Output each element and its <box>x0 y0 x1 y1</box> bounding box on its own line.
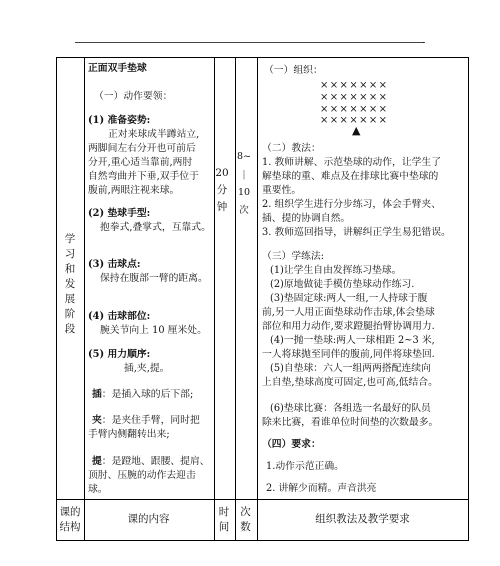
step-heading: (1) 准备姿势: <box>88 115 151 126</box>
body-line: (1)让学生自由发挥练习垫球。 <box>270 265 402 276</box>
req-heading: （四）要求： <box>262 439 321 450</box>
footer-method: 组织教法及教学要求 <box>315 513 410 525</box>
section-heading: （一）动作要领： <box>94 91 173 102</box>
footer-content: 课的内容 <box>127 513 170 525</box>
step-heading: (5) 用力顺序: <box>88 349 151 360</box>
col-divider <box>257 58 258 540</box>
footer-structure: 课的 结构 <box>59 505 81 533</box>
body-line: (6)垫球比赛：各组选一名最好的队员 <box>270 403 431 414</box>
body-line: 顶肘、压腕的动作去迎击 <box>88 470 196 481</box>
col-divider <box>235 58 236 540</box>
header-rule <box>75 42 425 43</box>
body-line: 上自垫,垫球高度可固定,也可高,低结合。 <box>262 377 438 388</box>
body-line: 腹前,两眼注视来球。 <box>88 185 180 196</box>
body-line: 分开,重心适当靠前,两肘 <box>88 157 193 168</box>
body-line: 一人将球抛至同伴的腹前,同伴将球垫回. <box>262 349 435 360</box>
body-line: 除来比赛，看谁单位时间垫的次数最多。 <box>262 417 439 428</box>
body-line: 3. 教师巡回指导，讲解纠正学生易犯错误。 <box>262 227 451 238</box>
body-line: (2)原地做徒手模仿垫球动作练习. <box>270 279 415 290</box>
term-jia: 夹：是夹住手臂，同时把 <box>92 415 200 426</box>
body-line: 抱拳式,叠掌式，互靠式。 <box>100 222 211 233</box>
header-dot: . <box>422 36 425 45</box>
teacher-triangle-icon: ▲ <box>352 124 361 137</box>
org-heading: （一）组织： <box>264 65 323 76</box>
body-line: 球。 <box>88 484 108 495</box>
body-line: 前,另一人用正面垫球动作击球,体会垫球 <box>262 307 435 318</box>
col-divider <box>214 58 215 540</box>
term-ti: 提：是蹬地、跟腰、提肩、 <box>92 456 210 467</box>
learn-heading: （三）学练法: <box>262 251 325 262</box>
body-line: 保持在腹部一臂的距离。 <box>100 273 208 284</box>
term-cha: 插：是插入球的后下部; <box>92 389 194 400</box>
body-line: 2. 组织学生进行分步练习，体会手臂夹、 <box>262 199 442 210</box>
body-line: 重要性。 <box>262 185 302 196</box>
body-line: 自然弯曲并下垂,双手位于 <box>88 171 199 182</box>
body-line: 1.动作示范正确。 <box>266 461 344 472</box>
formation-diagram: ××××××× ××××××× ××××××× ××××××× <box>320 80 389 127</box>
footer-time: 时 间 <box>218 505 230 533</box>
body-line: 2. 讲解少而精。声音洪亮 <box>266 483 377 494</box>
body-line: (4)一抛一垫球:两人一球相距 2~3 米, <box>270 335 435 346</box>
body-line: 解垫球的重、难点及在排球比赛中垫球的 <box>262 171 439 182</box>
step-heading: (4) 击球部位: <box>88 311 151 322</box>
duration: 20 分 钟 <box>215 167 229 213</box>
col-divider <box>84 58 85 540</box>
step-heading: (2) 垫球手型: <box>88 208 151 219</box>
body-line: 腕关节向上 10 厘米处。 <box>100 325 207 336</box>
body-line: 手臂内侧翻转出来; <box>88 429 170 440</box>
body-line: 正对来球成半蹲站立, <box>108 129 200 140</box>
body-line: 两脚间左右分开也可前后 <box>88 143 196 154</box>
stage-label: 学 习 和 发 展 阶 段 <box>64 233 76 335</box>
body-line: 插,夹,提。 <box>124 363 170 374</box>
body-line: 1. 教师讲解、示范垫球的动作，让学生了 <box>262 157 442 168</box>
body-line: 插、提的协调自然。 <box>262 213 351 224</box>
body-line: (3)垫固定球:两人一组,一人持球于腹 <box>270 293 428 304</box>
teach-heading: （二）教法： <box>262 143 321 154</box>
body-line: 部位和用力动作,要求蹬腿抬臂协调用力. <box>262 321 435 332</box>
footer-count: 次 数 <box>240 505 251 533</box>
lesson-title: 正面双手垫球 <box>88 63 147 74</box>
body-line: (5)自垫球：六人一组两两搭配连续向 <box>270 363 431 374</box>
repetitions: 8~ | 10 次 <box>237 151 252 216</box>
step-heading: (3) 击球点: <box>88 259 141 270</box>
